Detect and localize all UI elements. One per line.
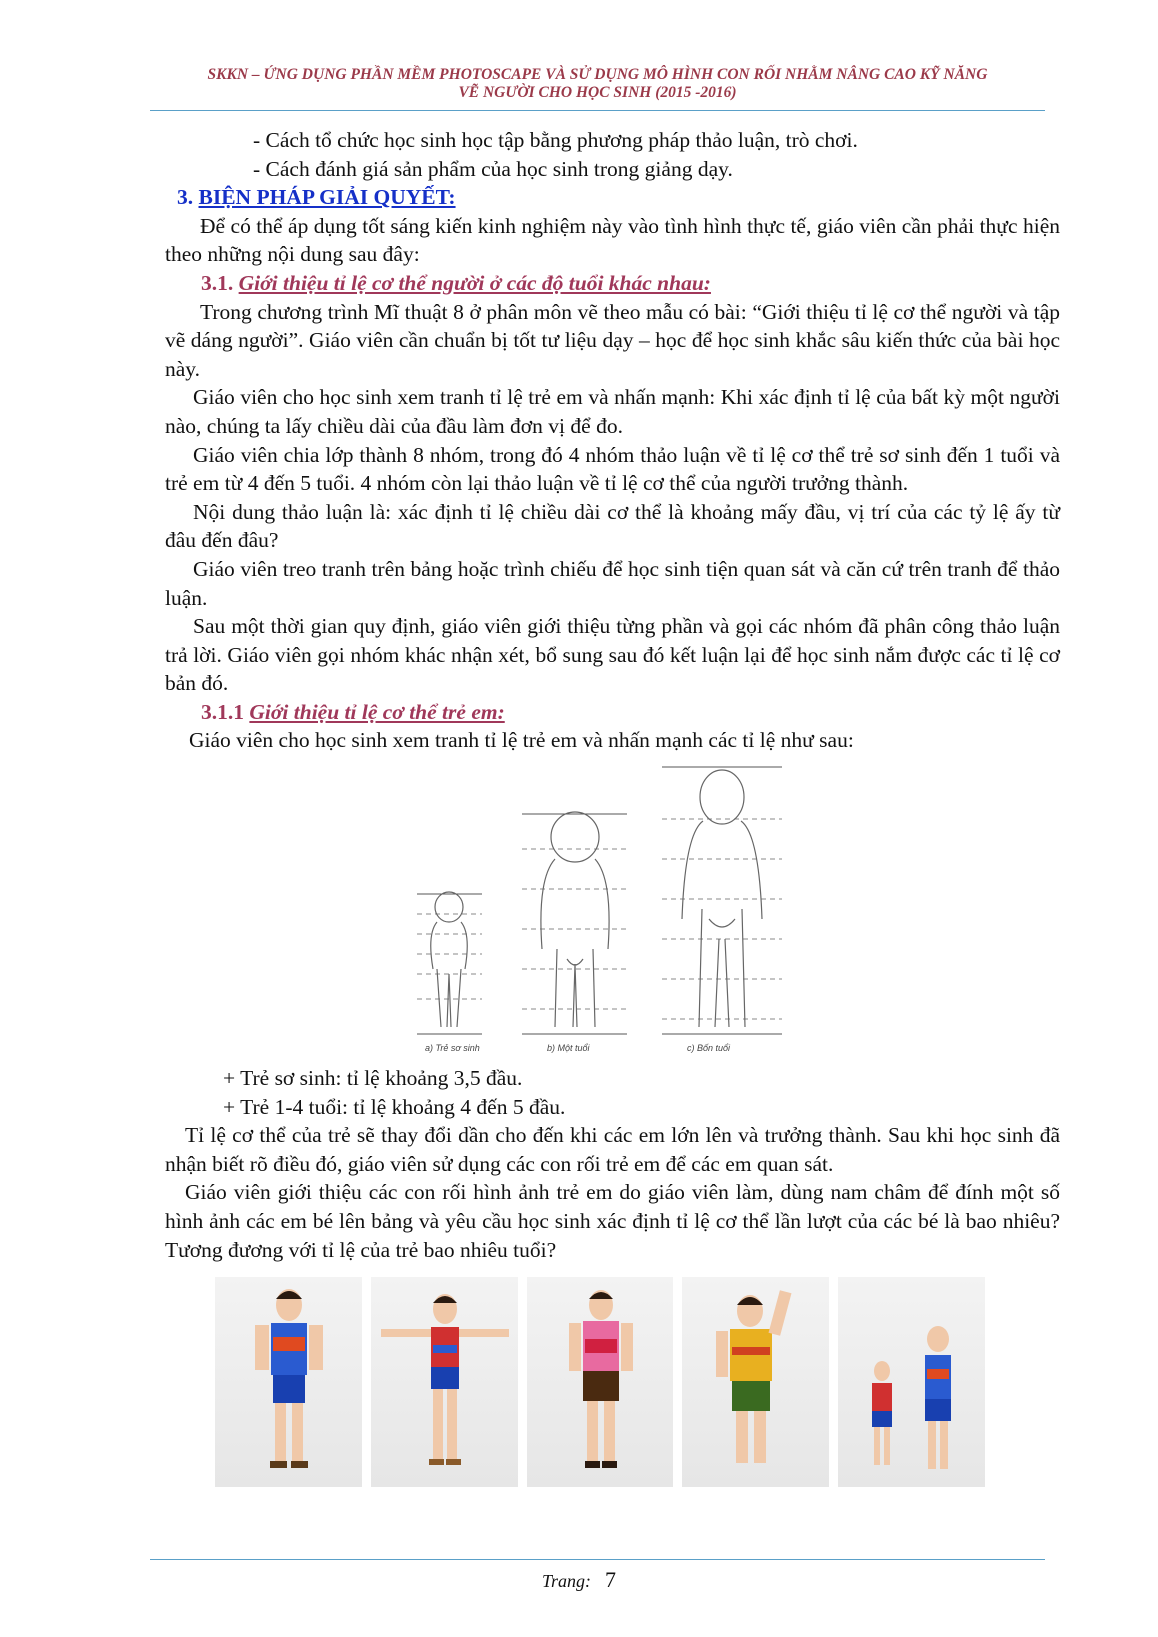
section-3-1-1-title: Giới thiệu tỉ lệ cơ thể trẻ em: [249, 699, 505, 724]
paragraph-head-unit: Giáo viên cho học sinh xem tranh tỉ lệ trẻ em và nhấn mạnh: Khi xác định tỉ lệ của bất kỳ một người nào, chúng ta lấy chiều dài của đầu làm đơn vị để đo. [165, 385, 1060, 438]
section-3-number: 3. [177, 185, 199, 210]
paragraph-puppets: Giáo viên giới thiệu các con rối hình ảnh trẻ em do giáo viên làm, dùng nam châm để đính một số hình ảnh các em bé lên bảng và yêu cầu học sinh xác định tỉ lệ cơ thể lần lượt của các bé là bao nhiêu? Tương đương với tỉ lệ của trẻ bao nhiêu tuổi? [165, 1180, 1060, 1262]
bullet-organization: - Cách tổ chức học sinh học tập bằng phương pháp thảo luận, trò chơi. [253, 128, 858, 152]
section-3-1-1-heading [165, 698, 1060, 727]
page-content [165, 126, 1060, 1487]
page-header [150, 66, 1045, 102]
footer-divider [150, 1559, 1045, 1560]
paragraph-conclusion: Sau một thời gian quy định, giáo viên giới thiệu từng phần và gọi các nhóm đã phân công thảo luận trả lời. Giáo viên gọi nhóm khác nhận xét, bổ sung sau đó kết luận lại để học sinh nắm được các tỉ lệ cơ bản đó. [165, 614, 1060, 696]
header-divider [150, 110, 1045, 111]
section-3-1-1-number: 3.1.1 [201, 699, 250, 724]
puppet-photos [215, 1277, 985, 1487]
section-3-title: BIỆN PHÁP GIẢI QUYẾT: [198, 185, 456, 210]
puppet-photo-2 [371, 1277, 518, 1487]
proportion-newborn: + Trẻ sơ sinh: tỉ lệ khoảng 3,5 đầu. [223, 1066, 523, 1091]
paragraph-groups: Giáo viên chia lớp thành 8 nhóm, trong đó 4 nhóm thảo luận về tỉ lệ cơ thể trẻ sơ sinh đến 1 tuổi và trẻ em từ 4 đến 5 tuổi. 4 nhóm còn lại thảo luận về tỉ lệ cơ thể của người trưởng thành. [165, 442, 1060, 496]
caption-four-years: c) Bốn tuổi [687, 1043, 731, 1054]
bullet-evaluation: - Cách đánh giá sản phẩm của học sinh trong giảng dạy. [253, 156, 733, 181]
child-proportion-figure [397, 759, 789, 1064]
page-number: 7 [605, 1567, 617, 1592]
paragraph-show-picture: Giáo viên cho học sinh xem tranh tỉ lệ trẻ em và nhấn mạnh các tỉ lệ như sau: [189, 728, 854, 753]
child-proportion-drawing [397, 759, 789, 1064]
section-3-1-heading [165, 269, 1060, 298]
header-line-2: VẼ NGƯỜI CHO HỌC SINH (2015 -2016) [458, 84, 737, 101]
puppet-photo-5 [838, 1277, 985, 1487]
header-line-1: SKKN – ỨNG DỤNG PHẦN MỀM PHOTOSCAPE VÀ SỬ DỤNG MÔ HÌNH CON RỐI NHẰM NÂNG CAO KỸ NĂNG [207, 66, 988, 83]
paragraph-discussion: Nội dung thảo luận là: xác định tỉ lệ chiều dài cơ thể là khoảng mấy đầu, vị trí của các tỷ lệ ấy từ đâu đến đâu? [165, 499, 1060, 553]
paragraph-board: Giáo viên treo tranh trên bảng hoặc trình chiếu để học sinh tiện quan sát và căn cứ trên tranh để thảo luận. [165, 556, 1060, 610]
page-label: Trang: [541, 1571, 592, 1591]
page-footer [0, 1567, 1158, 1593]
section-3-heading [165, 183, 1060, 212]
paragraph-intro: Để có thể áp dụng tốt sáng kiến kinh nghiệm này vào tình hình thực tế, giáo viên cần phải thực hiện theo những nội dung sau đây: [165, 213, 1060, 267]
puppet-photo-4 [682, 1277, 829, 1487]
caption-one-year: b) Một tuổi [547, 1043, 590, 1054]
puppet-photo-3 [527, 1277, 674, 1487]
paragraph-program: Trong chương trình Mĩ thuật 8 ở phân môn vẽ theo mẫu có bài: “Giới thiệu tỉ lệ cơ thể người và tập vẽ dáng người”. Giáo viên cần chuẩn bị tốt tư liệu dạy – học để học sinh khắc sâu kiến thức của bài học này. [165, 299, 1060, 381]
paragraph-proportion-change: Tỉ lệ cơ thể của trẻ sẽ thay đổi dần cho đến khi các em lớn lên và trưởng thành. Sau khi học sinh đã nhận biết rõ điều đó, giáo viên sử dụng các con rối trẻ em để các em quan sát. [165, 1123, 1060, 1176]
section-3-1-title: Giới thiệu tỉ lệ cơ thể người ở các độ tuổi khác nhau: [238, 270, 711, 295]
puppet-photo-1 [215, 1277, 362, 1487]
section-3-1-number: 3.1. [201, 270, 239, 295]
proportion-1-4: + Trẻ 1-4 tuổi: tỉ lệ khoảng 4 đến 5 đầu. [223, 1094, 566, 1119]
caption-newborn: a) Trẻ sơ sinh [425, 1043, 480, 1054]
